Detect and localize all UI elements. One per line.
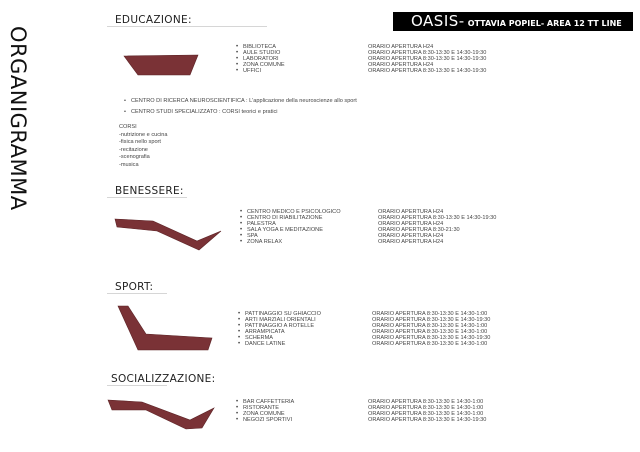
course-item: -scenografia: [119, 154, 150, 161]
note-centro-studi: • CENTRO STUDI SPECIALIZZATO : CORSI teorici e pratici: [124, 109, 278, 115]
header-banner: [393, 12, 633, 31]
sport-shape: [116, 304, 216, 352]
header-title: OASIS-: [411, 12, 465, 30]
sport-shape-poly: [118, 306, 212, 350]
benessere-shape-poly: [115, 219, 221, 250]
course-item: -recitazione: [119, 146, 148, 153]
divider: [107, 293, 167, 294]
educazione-shape: [120, 53, 200, 77]
divider: [107, 197, 187, 198]
course-item: -musica: [119, 161, 139, 168]
section-title-socializzazione: SOCIALIZZAZIONE:: [111, 373, 216, 385]
divider: [107, 26, 267, 27]
note-centro-ricerca: • CENTRO DI RICERCA NEUROSCIENTIFICA : L'applicazione della neuroscienze allo sport: [124, 98, 357, 104]
section-title-benessere: BENESSERE:: [115, 185, 184, 197]
courses-list: [119, 124, 168, 170]
divider: [107, 385, 167, 386]
course-item: -fisica nello sport: [119, 139, 161, 146]
socializzazione-shape: [106, 398, 218, 432]
header-subtitle: OTTAVIA POPIEL- AREA 12 TT LINE: [467, 19, 622, 28]
socializzazione-shape-poly: [108, 400, 214, 429]
page-title-vertical: ORGANIGRAMMA: [6, 26, 30, 211]
benessere-shape: [113, 217, 223, 253]
courses-title: CORSI: [119, 124, 137, 130]
section-title-educazione: EDUCAZIONE:: [115, 14, 192, 26]
educazione-shape-poly: [124, 55, 198, 75]
course-item: -nutrizione e cucina: [119, 131, 168, 138]
section-title-sport: SPORT:: [115, 281, 154, 293]
